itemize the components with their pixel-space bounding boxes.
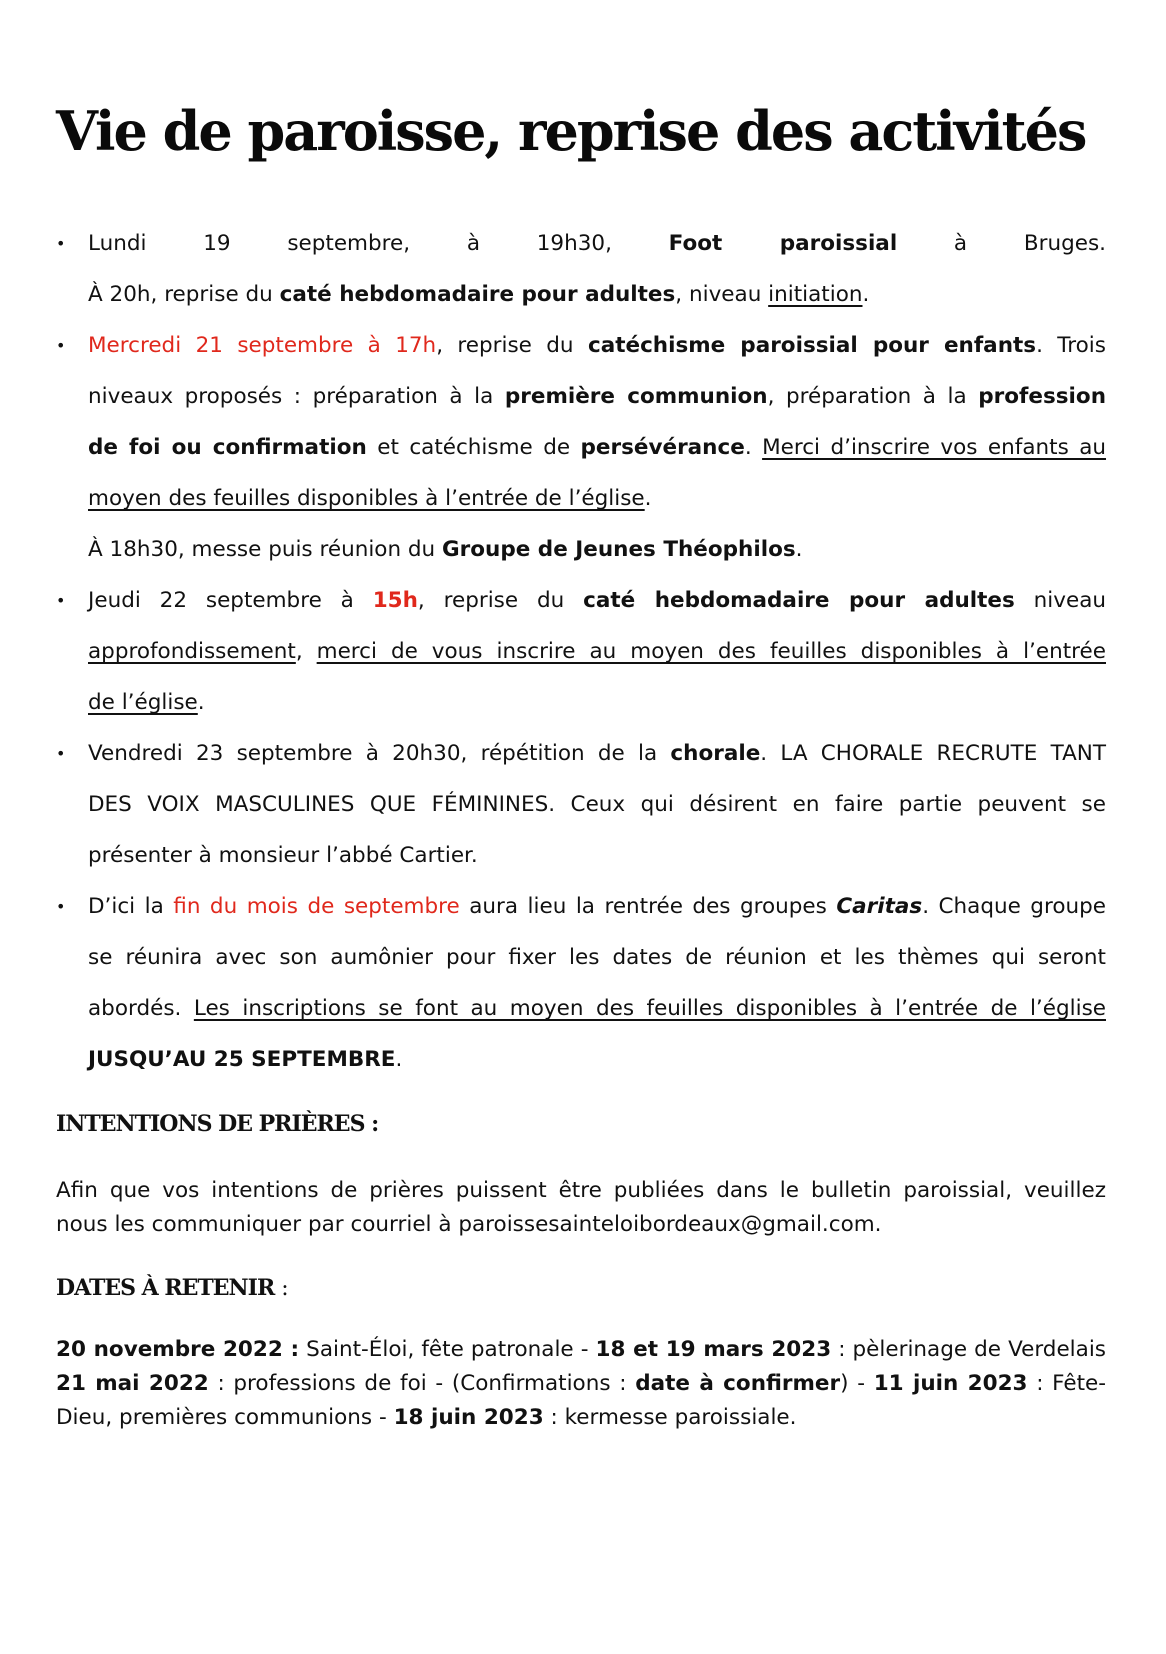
emphasis-text: caté hebdomadaire pour adultes (583, 588, 1015, 613)
underlined-text: moyen des feuilles disponibles à l’entrée de l’église (88, 486, 645, 511)
emphasis-text: JUSQU’AU 25 SEPTEMBRE (88, 1047, 396, 1072)
text-line: se réunira avec son aumônier pour fixer les dates de réunion et les thèmes qui seront (88, 945, 1106, 970)
page-title: Vie de paroisse, reprise des activités (56, 99, 1086, 163)
emphasis-text: Foot paroissial (668, 231, 898, 256)
activities-list (56, 218, 1106, 1085)
text-line (88, 1034, 1106, 1085)
text-run: Vendredi 23 septembre à 20h30, répétition de la (88, 741, 671, 766)
emphasis-text: caté hebdomadaire pour adultes (279, 282, 676, 307)
text-line: nous les communiquer par courriel à paroissesainteloibordeaux@gmail.com. (56, 1212, 882, 1237)
text-line (88, 881, 1106, 932)
text-run: , (295, 639, 317, 664)
list-item (56, 218, 1106, 320)
text-line (88, 218, 1106, 269)
list-item (56, 728, 1106, 881)
emphasis-date: 20 novembre 2022 : (56, 1337, 300, 1362)
list-item (56, 320, 1106, 575)
text-line (88, 524, 1106, 575)
text-line (56, 1333, 1106, 1367)
emphasis-text: de foi ou confirmation (88, 435, 367, 460)
text-run: . Trois (1036, 333, 1106, 358)
emphasis-text: chorale (670, 741, 761, 766)
text-line (88, 728, 1106, 779)
text-run: : Fête- (1027, 1371, 1106, 1396)
emphasis-date: 11 juin 2023 (873, 1371, 1028, 1396)
text-run: à Bruges. (897, 231, 1106, 256)
text-line (56, 1367, 1106, 1401)
emphasis-date: 18 et 19 mars 2023 (595, 1337, 832, 1362)
text-line: DES VOIX MASCULINES QUE FÉMININES. Ceux qui désirent en faire partie peuvent se (88, 792, 1106, 817)
list-item (56, 881, 1106, 1085)
text-run: Dieu, premières communions - (56, 1405, 394, 1430)
text-run: aura lieu la rentrée des groupes (459, 894, 837, 919)
text-run: Lundi 19 septembre, à 19h30, (88, 231, 669, 256)
emphasis-date: 21 mai 2022 (56, 1371, 209, 1396)
underlined-text: initiation (768, 282, 863, 307)
text-run: : kermesse paroissiale. (543, 1405, 797, 1430)
text-run: , reprise du (417, 588, 584, 613)
emphasis-text: première communion (504, 384, 768, 409)
text-line (88, 320, 1106, 371)
text-run: . (744, 435, 763, 460)
text-line (88, 575, 1106, 626)
text-line (88, 626, 1106, 677)
emphasis-text: persévérance (580, 435, 745, 460)
text-run: D’ici la (88, 894, 174, 919)
text-run: . Chaque groupe (922, 894, 1106, 919)
emphasis-text: Caritas (836, 894, 923, 919)
text-run: : professions de foi - (Confirmations : (208, 1371, 636, 1396)
emphasis-text: Groupe de Jeunes Théophilos (442, 537, 796, 562)
text-run: , préparation à la (767, 384, 979, 409)
text-run: niveaux proposés : préparation à la (88, 384, 505, 409)
prayers-heading: INTENTIONS DE PRIÈRES : (56, 1111, 379, 1137)
text-line: présenter à monsieur l’abbé Cartier. (88, 843, 478, 868)
emphasis-date: 18 juin 2023 (393, 1405, 544, 1430)
underlined-text: merci de vous inscrire au moyen des feuilles disponibles à l’entrée (316, 639, 1106, 664)
text-run: : pèlerinage de Verdelais (831, 1337, 1107, 1362)
underlined-text: approfondissement (88, 639, 296, 664)
text-line (88, 473, 1106, 524)
list-item (56, 575, 1106, 728)
text-run: . (644, 486, 652, 511)
highlight-time: 15h (372, 588, 418, 613)
emphasis-text: profession (978, 384, 1107, 409)
text-run: . (197, 690, 205, 715)
text-run: ) - (840, 1371, 874, 1396)
underlined-text: Merci d’inscrire vos enfants au (762, 435, 1107, 460)
text-run: et catéchisme de (366, 435, 581, 460)
text-line (88, 677, 1106, 728)
dates-heading (56, 1272, 289, 1305)
text-line: Afin que vos intentions de prières puissent être publiées dans le bulletin paroissial, veuillez (56, 1178, 1106, 1203)
underlined-text: de l’église (88, 690, 198, 715)
underlined-text: Les inscriptions se font au moyen des feuilles disponibles à l’entrée de l’église (193, 996, 1106, 1021)
text-line (88, 422, 1106, 473)
text-run: . (395, 1047, 403, 1072)
text-run: , niveau (675, 282, 769, 307)
dates-heading-colon: : (274, 1276, 289, 1301)
text-line (56, 1401, 1106, 1435)
text-run: Jeudi 22 septembre à (88, 588, 373, 613)
text-run: . (795, 537, 803, 562)
text-line (88, 269, 1106, 320)
highlight-date: fin du mois de septembre (173, 894, 460, 919)
text-run: À 18h30, messe puis réunion du (88, 537, 443, 562)
text-run: . (862, 282, 870, 307)
text-run: À 20h, reprise du (88, 282, 280, 307)
text-run: Saint-Éloi, fête patronale - (299, 1337, 596, 1362)
text-line (88, 983, 1106, 1034)
text-run: abordés. (88, 996, 194, 1021)
text-run: niveau (1014, 588, 1107, 613)
highlight-date: Mercredi 21 septembre à 17h (88, 333, 437, 358)
emphasis-text: date à confirmer (635, 1371, 841, 1396)
emphasis-text: catéchisme paroissial pour enfants (587, 333, 1037, 358)
prayers-paragraph (56, 1174, 1106, 1242)
dates-paragraph (56, 1333, 1106, 1435)
dates-heading-text: DATES À RETENIR (56, 1275, 275, 1301)
text-line (88, 371, 1106, 422)
text-run: . LA CHORALE RECRUTE TANT (760, 741, 1107, 766)
text-run: , reprise du (436, 333, 588, 358)
